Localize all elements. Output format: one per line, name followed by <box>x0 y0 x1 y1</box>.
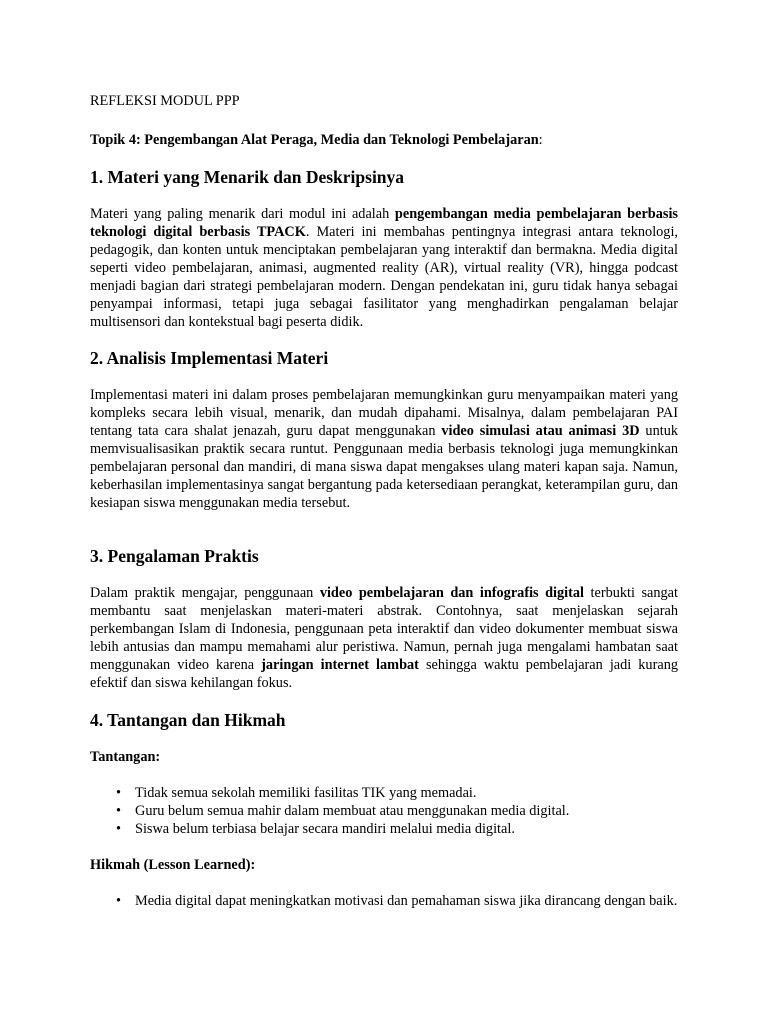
list-item <box>90 784 678 802</box>
topic-colon: : <box>538 132 543 148</box>
section-1-text-2: . Materi ini membahas pentingnya integrasi antara teknologi, pedagogik, dan konten untuk menciptakan pembelajaran yang interaktif dan bermakna. Media digital seperti video pembelajaran, animasi, augmented reality (AR), virtual reality (VR), hingga podcast menjadi bagian dari strategi pembelajaran modern. Dengan pendekatan ini, guru tidak hanya sebagai penyampai informasi, tetapi juga sebagai fasilitator yang menghadirkan pengalaman belajar multisensori dan kontekstual bagi peserta didik. <box>90 224 679 330</box>
bullet-icon: • <box>116 803 122 819</box>
section-3-text-2: terbukti sangat membantu saat menjelaskan materi-materi abstrak. Contohnya, saat menjelaskan sejarah perkembangan Islam di Indonesia, penggunaan peta interaktif dan video dokumenter membuat siswa lebih antusias dan mampu memahami alur peristiwa. Namun, pernah juga mengalami hambatan saat menggunakan video karena <box>90 585 679 673</box>
list-item-text: Siswa belum terbiasa belajar secara mandiri melalui media digital. <box>135 821 515 837</box>
section-3-paragraph <box>90 584 678 692</box>
section-3-text-3: sehingga waktu pembelajaran jadi kurang efektif dan siswa kehilangan fokus. <box>90 657 678 691</box>
list-item <box>90 892 678 910</box>
list-item <box>90 802 678 820</box>
lessons-list <box>90 892 678 910</box>
challenges-label: Tantangan: <box>90 749 161 765</box>
bullet-icon: • <box>116 821 122 837</box>
list-item-text: Tidak semua sekolah memiliki fasilitas TIK yang memadai. <box>135 785 477 801</box>
section-3-bold-1: video pembelajaran dan infografis digital <box>319 585 585 601</box>
section-3-bold-2: jaringan internet lambat <box>261 657 419 673</box>
section-3-heading: 3. Pengalaman Praktis <box>90 546 259 566</box>
topic-title: Topik 4: Pengembangan Alat Peraga, Media dan Teknologi Pembelajaran <box>90 132 539 148</box>
section-1-paragraph <box>90 205 678 331</box>
section-2-text-1: Implementasi materi ini dalam proses pembelajaran memungkinkan guru menyampaikan materi yang kompleks secara lebih visual, menarik, dan mudah dipahami. Misalnya, dalam pembelajaran PAI tentang tata cara shalat jenazah, guru dapat menggunakan <box>90 387 678 439</box>
section-4-heading: 4. Tantangan dan Hikmah <box>90 710 286 730</box>
bullet-icon: • <box>116 785 122 801</box>
section-3-text-1: Dalam praktik mengajar, penggunaan <box>90 585 320 601</box>
bullet-icon: • <box>116 893 122 909</box>
challenges-list <box>90 784 678 838</box>
section-1-bold-1: pengembangan media pembelajaran berbasis teknologi digital berbasis TPACK <box>90 206 678 240</box>
section-2-text-2: untuk memvisualisasikan praktik secara runtut. Penggunaan media berbasis teknologi juga memungkinkan pembelajaran personal dan mandiri, di mana siswa dapat mengakses ulang materi kapan saja. Namun, keberhasilan implementasinya sangat bergantung pada ketersediaan perangkat, keterampilan guru, dan kesiapan siswa menggunakan media tersebut. <box>90 423 678 511</box>
section-1-heading: 1. Materi yang Menarik dan Deskripsinya <box>90 167 405 187</box>
section-2-bold-1: video simulasi atau animasi 3D <box>441 423 640 439</box>
section-2-paragraph <box>90 386 678 512</box>
topic-line <box>90 131 543 149</box>
list-item-text: Guru belum semua mahir dalam membuat atau menggunakan media digital. <box>135 803 570 819</box>
list-item-text: Media digital dapat meningkatkan motivasi dan pemahaman siswa jika dirancang dengan baik. <box>135 893 678 909</box>
document-title: REFLEKSI MODUL PPP <box>90 93 240 109</box>
section-2-heading: 2. Analisis Implementasi Materi <box>90 348 329 368</box>
lessons-label: Hikmah (Lesson Learned): <box>90 857 256 873</box>
list-item <box>90 820 678 838</box>
section-1-text-1: Materi yang paling menarik dari modul ini adalah <box>90 206 395 222</box>
